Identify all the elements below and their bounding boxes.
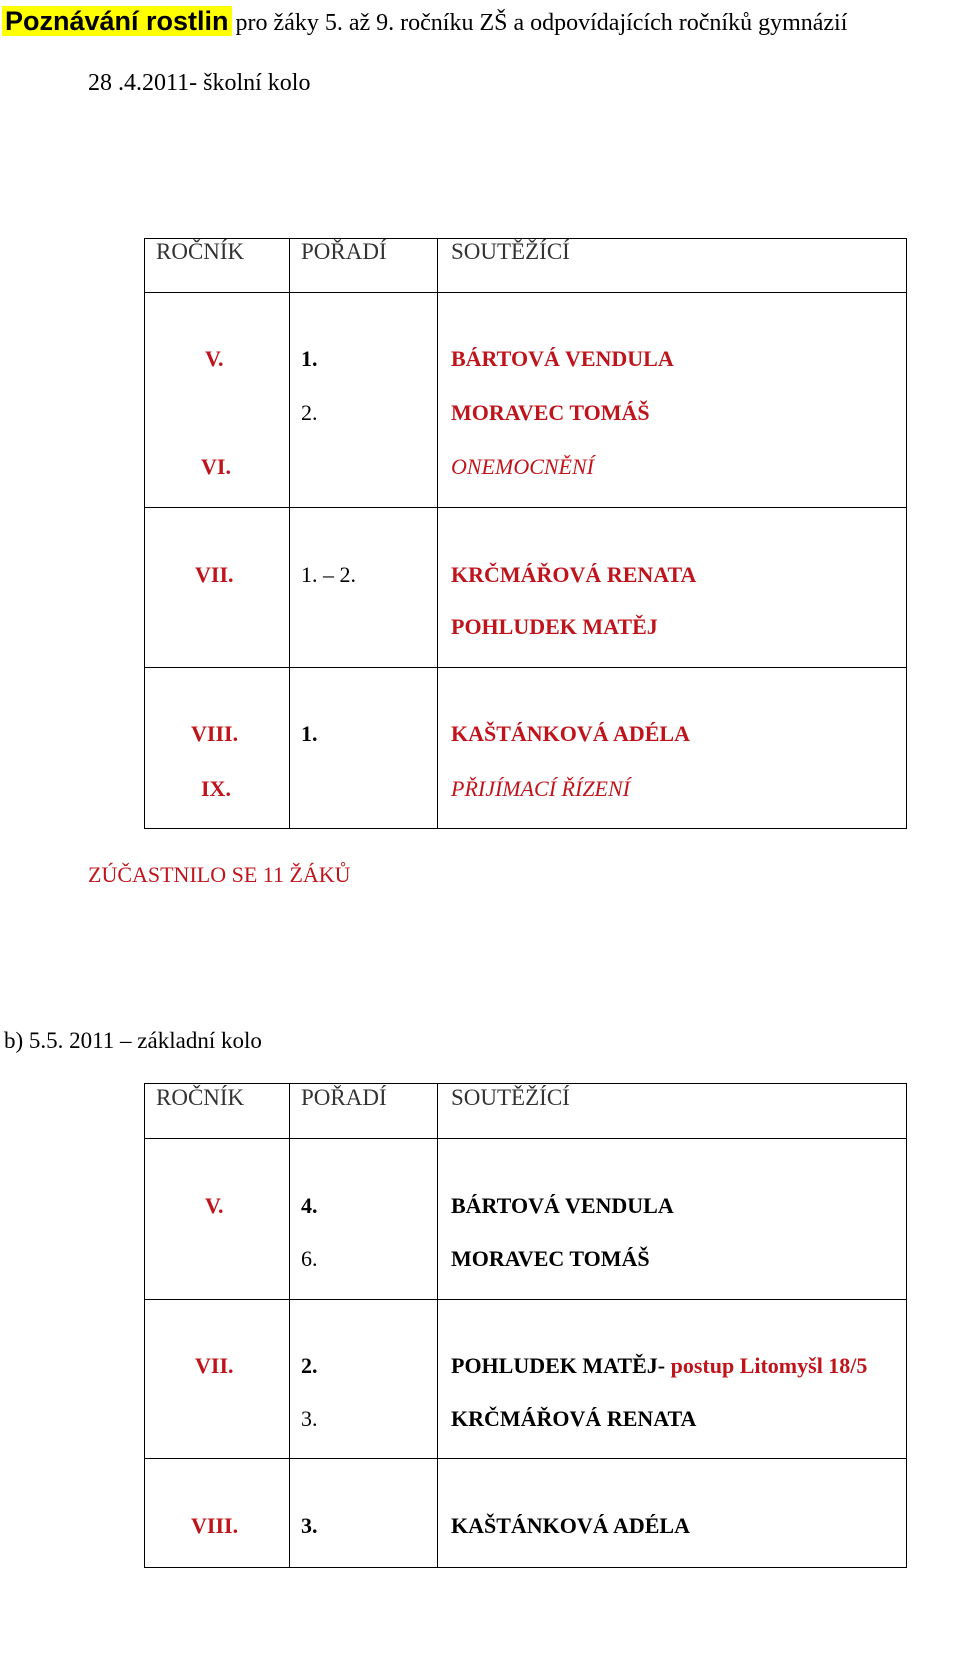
table-cell-jmeno: ONEMOCNĚNÍ [451,454,594,479]
document-title: Poznávání rostlin [2,6,232,36]
table-cell-rocnik: VIII. [191,1513,239,1538]
table-cell-jmeno: MORAVEC TOMÁŠ [451,400,650,425]
table-cell-rocnik: IX. [201,776,231,801]
table-cell-jmeno: MORAVEC TOMÁŠ [451,1246,650,1271]
table-divider [437,238,438,829]
table-cell-rocnik: VII. [195,562,234,587]
table-cell-poradi: 2. [301,400,318,425]
table-cell-jmeno: KAŠTÁNKOVÁ ADÉLA [451,721,690,746]
column-header-poradi: POŘADÍ [301,239,387,264]
document-subtitle: pro žáky 5. až 9. ročníku ZŠ a odpovídajících ročníků gymnázií [235,10,848,36]
table-rule [144,1458,907,1459]
table-cell-poradi: 2. [301,1353,318,1378]
table-rule [144,1138,907,1139]
table-divider [289,1083,290,1568]
date-line: 28 .4.2011- školní kolo [88,70,311,96]
table-rule [144,507,907,508]
table-cell-jmeno: BÁRTOVÁ VENDULA [451,1193,674,1218]
table-divider [437,1083,438,1568]
table-cell-rocnik: V. [205,1193,224,1218]
table-cell-poradi: 6. [301,1246,318,1271]
table-cell-rocnik: VII. [195,1353,234,1378]
column-header-soutezici: SOUTĚŽÍCÍ [451,239,570,264]
column-header-soutezici: SOUTĚŽÍCÍ [451,1085,570,1110]
table-cell-jmeno: POHLUDEK MATĚJ [451,614,658,639]
column-header-rocnik: ROČNÍK [156,1085,245,1110]
table-cell-poradi: 1. – 2. [301,562,356,587]
table-frame [144,1083,907,1568]
table-cell-poradi: 3. [301,1513,318,1538]
table-cell-poradi: 4. [301,1193,318,1218]
table-rule [144,667,907,668]
table-cell-jmeno: PŘIJÍMACÍ ŘÍZENÍ [451,776,630,801]
participants-note: ZÚČASTNILO SE 11 ŽÁKŮ [88,862,351,887]
table-cell-jmeno-with-note [451,1353,867,1379]
table-cell-rocnik: V. [205,346,224,371]
document-header [2,6,847,37]
table-rule [144,292,907,293]
table-cell-poradi: 3. [301,1406,318,1431]
table-cell-jmeno: KRČMÁŘOVÁ RENATA [451,1406,697,1431]
table-cell-jmeno: POHLUDEK MATĚJ- [451,1353,666,1378]
table-cell-poradi: 1. [301,346,318,371]
table-cell-poradi: 1. [301,721,318,746]
table-cell-jmeno: KRČMÁŘOVÁ RENATA [451,562,697,587]
table-divider [289,238,290,829]
table-cell-rocnik: VIII. [191,721,239,746]
section-b-heading: b) 5.5. 2011 – základní kolo [4,1028,262,1053]
table-cell-rocnik: VI. [201,454,231,479]
table-cell-jmeno: BÁRTOVÁ VENDULA [451,346,674,371]
table-rule [144,1299,907,1300]
table-cell-jmeno: KAŠTÁNKOVÁ ADÉLA [451,1513,690,1538]
column-header-rocnik: ROČNÍK [156,239,245,264]
advancement-note: postup Litomyšl 18/5 [670,1353,868,1378]
column-header-poradi: POŘADÍ [301,1085,387,1110]
